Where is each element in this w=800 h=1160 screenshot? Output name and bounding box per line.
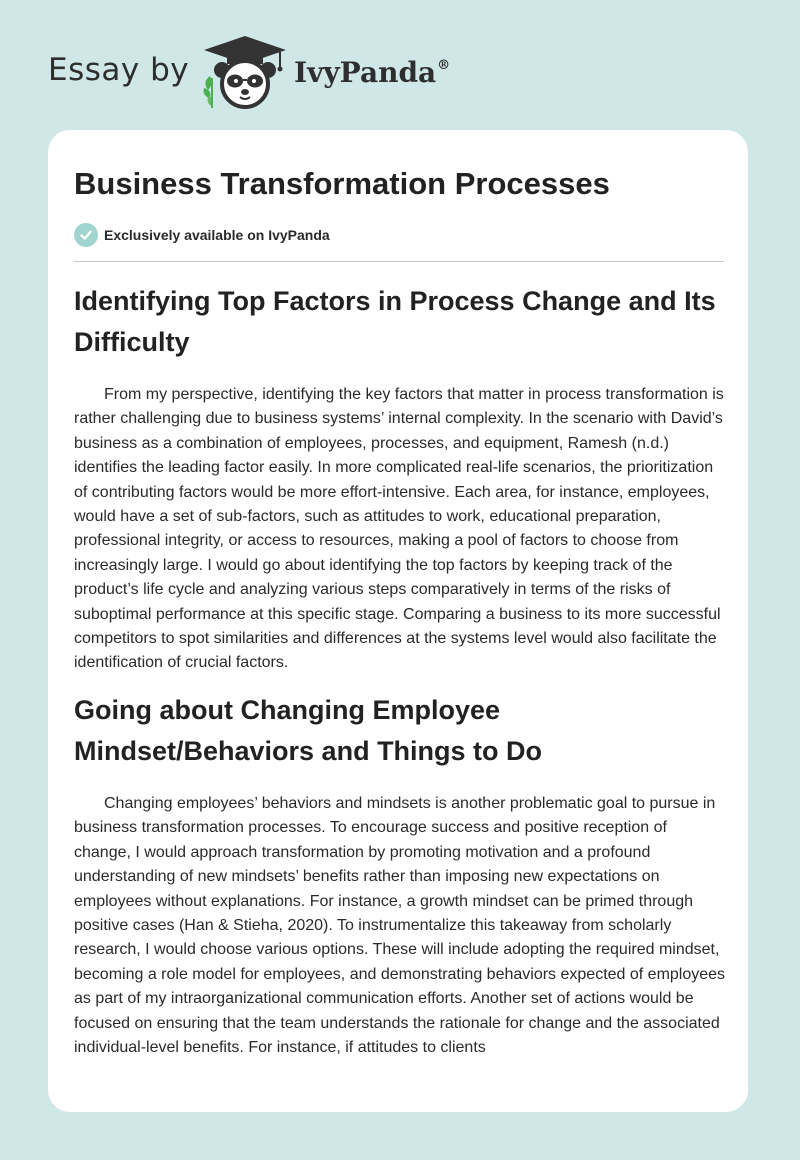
brand-name[interactable] [294,56,450,89]
exclusive-badge [74,222,330,248]
section-heading-factors: Identifying Top Factors in Process Change and Its Difficulty [74,286,716,357]
section-paragraph-mindset: Changing employees’ behaviors and mindsets is another problematic goal to pursue in business transformation processes. To encourage success and positive reception of change, I would approach transformation by promoting motivation and a profound understanding of new mindsets’ benefits rather than imposing new expectations on employees without explanations. For instance, a growth mindset can be primed through positive cases (Han & Stieha, 2020). To instrumentalize this takeaway from scholarly research, I would choose various options. These will include adopting the required mindset, becoming a role model for employees, and demonstrating behaviors expected of employees as part of my intraorganizational communication efforts. Another set of actions would be focused on ensuring that the team understands the rationale for change and the associated individual-level benefits. For instance, if attitudes to clients [74,794,726,1056]
essay-by-label: Essay by [48,52,190,88]
essay-card [48,130,748,1112]
registered-mark: ® [437,58,451,73]
site-header [0,0,800,130]
essay-section-mindset [74,690,726,1060]
panda-graduate-logo-icon[interactable] [200,34,290,110]
section-paragraph-factors: From my perspective, identifying the key factors that matter in process transformation is rather challenging due to business systems’ internal complexity. In the scenario with David’s business as a combination of employees, processes, and equipment, Ramesh (n.d.) identifies the leading factor easily. In more complicated real-life scenarios, the prioritization of contributing factors would be more effort-intensive. Each area, for instance, employees, would have a set of sub-factors, such as attitudes to work, educational preparation, professional integrity, or access to resources, making a pool of factors to choose from increasingly large. I would go about identifying the top factors by keeping track of the product’s life cycle and analyzing various steps comparatively in terms of the risks of suboptimal performance at this specific stage. Comparing a business to its more successful competitors to spot similarities and differences at the systems level would also facilitate the identification of crucial factors. [74,386,724,672]
page-title: Business Transformation Processes [74,166,610,201]
title-divider [74,261,724,262]
essay-section-factors [74,281,726,676]
exclusive-text: Exclusively available on IvyPanda [104,227,330,243]
essay-content [74,281,726,1074]
brand-text: IvyPanda [294,56,437,89]
section-heading-mindset: Going about Changing Employee Mindset/Behaviors and Things to Do [74,694,543,766]
check-icon [74,223,98,247]
